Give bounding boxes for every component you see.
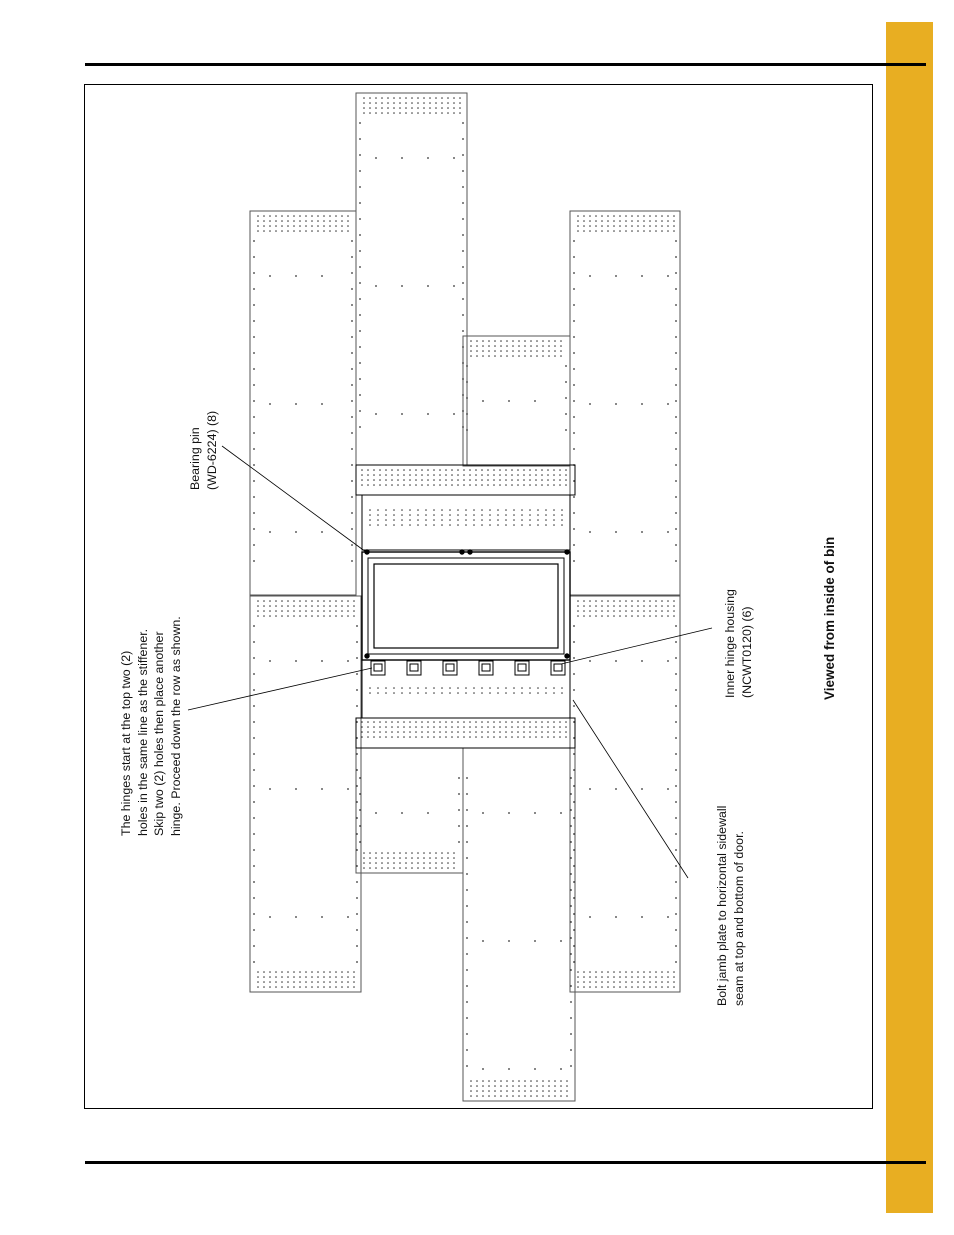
hinge-housing [371,661,385,675]
bolt-jamb-plate-note: Bolt jamb plate to horizontal sidewall seam at top and bottom of door. [715,805,746,1006]
view-caption: Viewed from inside of bin [822,536,837,700]
door-inner-frame [368,558,564,654]
bearing-pin [468,550,472,554]
sidewall-sheet [570,596,680,992]
door-frame [362,552,570,660]
sidewall-sheet [250,211,356,595]
bearing-pin [565,550,569,554]
sidewall-sheet [463,748,575,1101]
hinge-note-leader [188,668,372,710]
bearing-pin [460,550,464,554]
sidewall-sheet [356,93,467,465]
door-opening [374,564,558,648]
sidewall-sheet [463,336,570,466]
bearing-pin-leader [222,446,366,552]
hinge-housing [515,661,529,675]
hinge-housing [551,661,565,675]
bottom-stiffener [362,660,570,718]
sidewall-sheet [570,211,680,595]
bearing-pin [365,654,369,658]
hinge-housing [479,661,493,675]
bearing-pin [565,654,569,658]
top-stiffener [362,495,570,550]
sidewall-sheet [356,748,463,873]
hinge-housing [443,661,457,675]
inner-hinge-housing-label: Inner hinge housing (NCWT0120) (6) [723,589,754,698]
hinge-housing [407,661,421,675]
sidewall-sheet [250,596,361,992]
bearing-pin-label: Bearing pin (WD-6224) (8) [188,410,219,490]
inner-hinge-leader [561,628,712,664]
hinge-placement-note: The hinges start at the top two (2) holes in the same line as the stiffener. Skip two (2) holes then place another hinge. Proceed down the row as shown. [119,616,183,836]
